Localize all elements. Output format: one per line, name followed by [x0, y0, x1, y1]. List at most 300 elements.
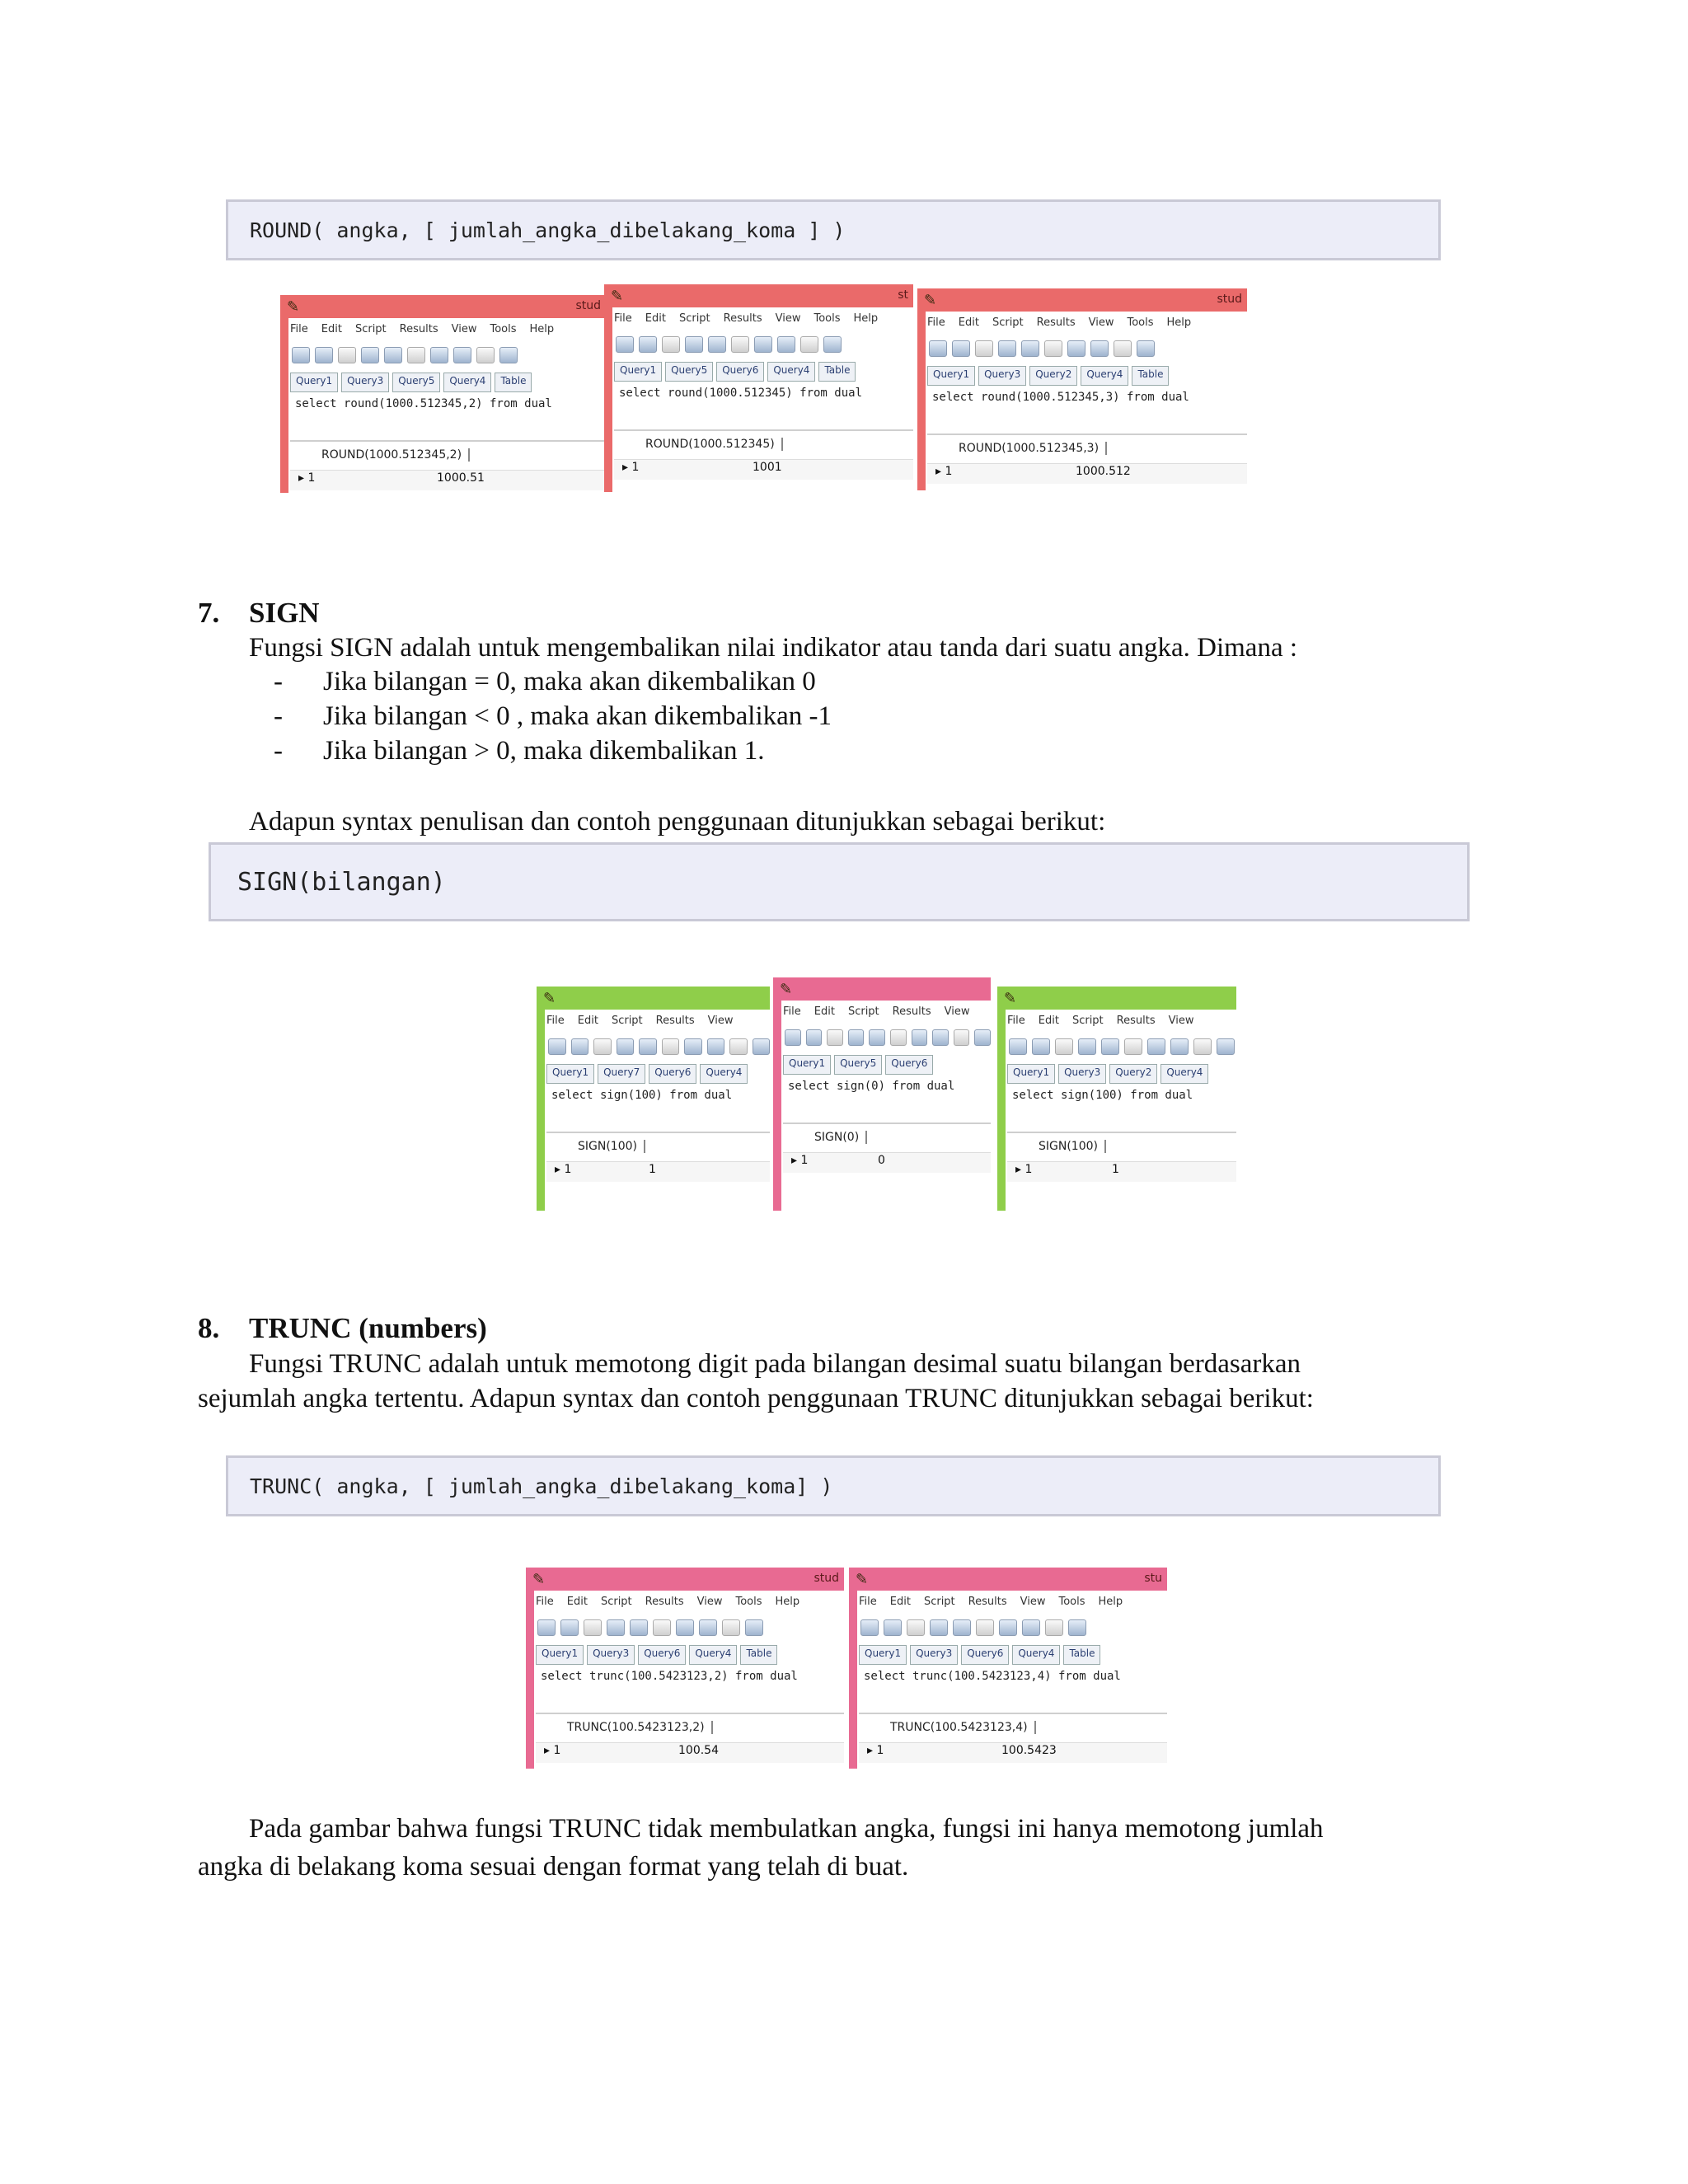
query-tab: Query5	[834, 1055, 882, 1075]
query-tab: Query2	[1029, 366, 1077, 386]
query-tab: Query4	[689, 1645, 737, 1665]
trunc-syntax-text: TRUNC( angka, [ jumlah_angka_dibelakang_koma] )	[250, 1474, 833, 1498]
toolbar	[929, 338, 1247, 359]
open-icon	[1032, 1038, 1050, 1055]
window-border	[604, 307, 612, 492]
redo-icon	[676, 1619, 694, 1636]
menu-item: Script	[600, 1596, 632, 1608]
save-all-icon	[1078, 1038, 1096, 1055]
menu-item: File	[783, 1005, 801, 1018]
sql-tool-screenshot	[604, 284, 913, 492]
menu-item: Tools	[814, 312, 841, 325]
query-tab: Query1	[546, 1064, 594, 1084]
query-tab: Query1	[859, 1645, 907, 1665]
result-column-header: ROUND(1000.512345)	[645, 438, 783, 451]
open-icon	[952, 340, 970, 357]
row-indicator: ▸ 1	[791, 1154, 809, 1167]
menu-item: View	[944, 1005, 970, 1018]
open-icon	[639, 336, 657, 353]
menu-item: Script	[354, 323, 387, 335]
query-tab: Query5	[665, 362, 713, 382]
row-indicator: ▸ 1	[298, 471, 316, 485]
menu-item: File	[1007, 1015, 1025, 1027]
redo-icon	[1147, 1038, 1165, 1055]
menu-item: Script	[847, 1005, 879, 1018]
result-value: 1000.512	[1076, 465, 1131, 478]
result-column-header: SIGN(100)	[1039, 1140, 1106, 1153]
app-icon: ✎	[611, 288, 624, 305]
toolbar	[616, 334, 913, 355]
row-number: 1	[876, 1744, 884, 1757]
window-titlebar	[997, 987, 1236, 1010]
window-titlebar	[849, 1568, 1167, 1591]
row-indicator: ▸ 1	[867, 1744, 884, 1757]
sign-bullet-3: Jika bilangan > 0, maka dikembalikan 1.	[323, 736, 765, 766]
window-title: stud	[575, 299, 601, 312]
query-tabs	[290, 373, 606, 392]
toolbar	[785, 1027, 991, 1048]
menu-item: Edit	[889, 1596, 911, 1608]
sql-query: select sign(100) from dual	[551, 1089, 733, 1102]
window-border	[849, 1591, 857, 1769]
redo-icon	[1067, 340, 1085, 357]
row-indicator: ▸ 1	[555, 1163, 572, 1176]
trunc-closing-1: Pada gambar bahwa fungsi TRUNC tidak membulatkan angka, fungsi ini hanya memotong jumlah	[249, 1814, 1324, 1844]
query-tab: Query4	[1160, 1064, 1208, 1084]
new-icon	[292, 347, 310, 363]
trunc-closing-2: angka di belakang koma sesuai dengan format yang telah di buat.	[198, 1852, 909, 1882]
toolbar	[1009, 1036, 1236, 1057]
paste-icon	[499, 347, 518, 363]
menu-item: Help	[1166, 316, 1192, 329]
row-indicator: ▸ 1	[622, 461, 640, 474]
menu-item: Edit	[566, 1596, 588, 1608]
menu-item: Results	[723, 312, 762, 325]
undo-icon	[662, 1038, 680, 1055]
query-tab: Query1	[536, 1645, 584, 1665]
cut-icon	[932, 1029, 949, 1046]
result-value: 0	[878, 1154, 885, 1167]
query-tab: Table	[740, 1645, 777, 1665]
app-icon: ✎	[780, 981, 793, 998]
toolbar	[537, 1617, 844, 1638]
paste-icon	[1068, 1619, 1086, 1636]
cut-icon	[1090, 340, 1109, 357]
cut-icon	[453, 347, 471, 363]
paste-icon	[1137, 340, 1155, 357]
toolbar	[860, 1617, 1167, 1638]
export-icon	[869, 1029, 885, 1046]
window-title: stu	[1144, 1572, 1162, 1585]
save-all-icon	[685, 336, 703, 353]
save-all-icon	[848, 1029, 865, 1046]
menu-item: File	[546, 1015, 565, 1027]
pane-divider	[1007, 1132, 1236, 1133]
undo-icon	[653, 1619, 671, 1636]
menu-item: Script	[611, 1015, 643, 1027]
menu-item: Tools	[1127, 316, 1154, 329]
cut-icon	[1022, 1619, 1040, 1636]
cut-icon	[699, 1619, 717, 1636]
row-number: 1	[307, 471, 316, 485]
query-tab: Table	[1132, 366, 1169, 386]
query-tab: Query1	[927, 366, 975, 386]
round-syntax-text: ROUND( angka, [ jumlah_angka_dibelakang_koma ] )	[250, 218, 846, 242]
open-icon	[571, 1038, 589, 1055]
sign-number: 7.	[198, 597, 220, 629]
toolbar	[548, 1036, 770, 1057]
result-value: 100.5423	[1001, 1744, 1057, 1757]
window-title: stud	[1217, 293, 1242, 306]
trunc-line-2: sejumlah angka tertentu. Adapun syntax dan contoh penggunaan TRUNC ditunjukkan sebagai berikut:	[198, 1384, 1314, 1413]
sql-query: select trunc(100.5423123,2) from dual	[541, 1670, 798, 1683]
query-tab: Query6	[961, 1645, 1009, 1665]
toolbar	[292, 344, 606, 366]
row-number: 1	[945, 465, 953, 478]
pane-divider	[783, 1122, 991, 1124]
pane-divider	[614, 429, 913, 431]
row-number: 1	[1025, 1163, 1033, 1176]
menu-item: Edit	[321, 323, 342, 335]
sign-bullet-dash-3: -	[274, 736, 283, 766]
menu-item: File	[927, 316, 945, 329]
query-tab: Query1	[1007, 1064, 1055, 1084]
menu-bar	[536, 1596, 844, 1614]
open-icon	[806, 1029, 823, 1046]
export-icon	[708, 336, 726, 353]
save-icon	[827, 1029, 843, 1046]
sql-query: select sign(0) from dual	[788, 1080, 955, 1093]
window-titlebar	[604, 284, 913, 307]
sql-query: select sign(100) from dual	[1012, 1089, 1193, 1102]
result-column-header: TRUNC(100.5423123,2)	[567, 1721, 713, 1734]
window-titlebar	[773, 977, 991, 1001]
copy-icon	[722, 1619, 740, 1636]
menu-item: Tools	[490, 323, 517, 335]
result-value: 100.54	[678, 1744, 719, 1757]
query-tab: Query3	[1058, 1064, 1106, 1084]
export-icon	[384, 347, 402, 363]
menu-bar	[546, 1015, 770, 1033]
query-tabs	[1007, 1064, 1236, 1084]
window-border	[773, 1001, 781, 1211]
query-tab: Query3	[910, 1645, 958, 1665]
result-column-header: SIGN(100)	[578, 1140, 645, 1153]
row-number: 1	[564, 1163, 572, 1176]
window-titlebar	[917, 288, 1247, 312]
save-all-icon	[607, 1619, 625, 1636]
query-tab: Query4	[767, 362, 815, 382]
result-row	[546, 1161, 770, 1182]
query-tabs	[614, 362, 913, 382]
row-indicator: ▸ 1	[1015, 1163, 1033, 1176]
row-indicator: ▸ 1	[544, 1744, 561, 1757]
query-tabs	[859, 1645, 1167, 1665]
menu-bar	[783, 1005, 991, 1024]
sign-syntax-intro: Adapun syntax penulisan dan contoh penggunaan ditunjukkan sebagai berikut:	[249, 807, 1106, 837]
window-border	[917, 312, 926, 490]
new-icon	[929, 340, 947, 357]
new-icon	[616, 336, 634, 353]
result-column-header: ROUND(1000.512345,2)	[321, 448, 470, 462]
menu-item: Script	[1071, 1015, 1104, 1027]
query-tabs	[546, 1064, 770, 1084]
sign-bullet-1: Jika bilangan = 0, maka akan dikembalikan 0	[323, 667, 816, 696]
row-indicator: ▸ 1	[935, 465, 953, 478]
save-all-icon	[617, 1038, 635, 1055]
menu-item: Results	[655, 1015, 695, 1027]
window-border	[280, 318, 288, 493]
menu-item: File	[536, 1596, 554, 1608]
window-border	[997, 1010, 1006, 1211]
export-icon	[639, 1038, 657, 1055]
new-icon	[537, 1619, 556, 1636]
save-all-icon	[361, 347, 379, 363]
export-icon	[630, 1619, 648, 1636]
sign-bullet-2: Jika bilangan < 0 , maka akan dikembalikan -1	[323, 701, 832, 731]
menu-item: Help	[529, 323, 555, 335]
query-tabs	[783, 1055, 991, 1075]
result-value: 1	[649, 1163, 656, 1176]
menu-item: View	[775, 312, 801, 325]
pane-divider	[290, 440, 606, 442]
menu-item: Results	[399, 323, 438, 335]
result-value: 1	[1112, 1163, 1119, 1176]
sql-tool-screenshot	[773, 977, 991, 1211]
export-icon	[1101, 1038, 1119, 1055]
new-icon	[548, 1038, 566, 1055]
menu-bar	[859, 1596, 1167, 1614]
new-icon	[860, 1619, 879, 1636]
menu-item: Results	[1116, 1015, 1156, 1027]
paste-icon	[974, 1029, 991, 1046]
sql-query: select round(1000.512345) from dual	[619, 387, 863, 400]
menu-item: Help	[775, 1596, 800, 1608]
menu-item: Tools	[735, 1596, 762, 1608]
app-icon: ✎	[532, 1571, 546, 1588]
trunc-heading: TRUNC (numbers)	[249, 1312, 487, 1344]
query-tab: Query4	[700, 1064, 748, 1084]
cut-icon	[1170, 1038, 1189, 1055]
query-tab: Query4	[1081, 366, 1128, 386]
sql-query: select trunc(100.5423123,4) from dual	[864, 1670, 1121, 1683]
undo-icon	[407, 347, 425, 363]
query-tab: Query6	[649, 1064, 696, 1084]
redo-icon	[430, 347, 448, 363]
window-title: stud	[814, 1572, 839, 1585]
copy-icon	[729, 1038, 748, 1055]
redo-icon	[684, 1038, 702, 1055]
query-tab: Table	[1063, 1645, 1100, 1665]
open-icon	[884, 1619, 902, 1636]
sql-query: select round(1000.512345,2) from dual	[295, 397, 552, 410]
app-icon: ✎	[1004, 990, 1017, 1007]
result-column-header: SIGN(0)	[814, 1131, 867, 1144]
query-tab: Query5	[392, 373, 440, 392]
new-icon	[1009, 1038, 1027, 1055]
export-icon	[1021, 340, 1039, 357]
app-icon: ✎	[287, 298, 300, 316]
sql-query: select round(1000.512345,3) from dual	[932, 391, 1189, 404]
query-tab: Query1	[290, 373, 338, 392]
query-tabs	[536, 1645, 844, 1665]
undo-icon	[731, 336, 749, 353]
app-icon: ✎	[856, 1571, 869, 1588]
menu-item: Results	[968, 1596, 1007, 1608]
query-tab: Query4	[1012, 1645, 1060, 1665]
menu-item: View	[1088, 316, 1114, 329]
sql-tool-screenshot	[526, 1568, 844, 1769]
save-icon	[907, 1619, 925, 1636]
menu-item: Results	[1036, 316, 1076, 329]
sign-heading: SIGN	[249, 597, 320, 629]
menu-item: Script	[678, 312, 710, 325]
menu-item: Edit	[1038, 1015, 1059, 1027]
trunc-line-1: Fungsi TRUNC adalah untuk memotong digit pada bilangan desimal suatu bilangan berdasarkan	[249, 1349, 1301, 1379]
pane-divider	[859, 1713, 1167, 1714]
redo-icon	[912, 1029, 928, 1046]
save-icon	[593, 1038, 612, 1055]
menu-item: View	[696, 1596, 723, 1608]
menu-item: View	[451, 323, 477, 335]
row-number: 1	[800, 1154, 809, 1167]
menu-item: Script	[923, 1596, 955, 1608]
menu-item: View	[1168, 1015, 1194, 1027]
sql-tool-screenshot	[280, 295, 606, 493]
row-number: 1	[553, 1744, 561, 1757]
result-value: 1000.51	[437, 471, 485, 485]
paste-icon	[1217, 1038, 1235, 1055]
copy-icon	[1114, 340, 1132, 357]
query-tab: Query3	[587, 1645, 635, 1665]
app-icon: ✎	[543, 990, 556, 1007]
menu-item: Help	[853, 312, 879, 325]
menu-item: Edit	[814, 1005, 835, 1018]
window-title: st	[898, 288, 908, 302]
menu-item: Edit	[645, 312, 666, 325]
undo-icon	[1124, 1038, 1142, 1055]
save-icon	[584, 1619, 602, 1636]
menu-item: Edit	[958, 316, 979, 329]
window-titlebar	[280, 295, 606, 318]
menu-item: Script	[992, 316, 1024, 329]
menu-bar	[1007, 1015, 1236, 1033]
sign-syntax-text: SIGN(bilangan)	[237, 867, 446, 897]
save-icon	[338, 347, 356, 363]
sign-bullet-dash-2: -	[274, 701, 283, 731]
window-titlebar	[526, 1568, 844, 1591]
row-number: 1	[631, 461, 640, 474]
sign-syntax-box	[209, 842, 1470, 921]
paste-icon	[745, 1619, 763, 1636]
result-row	[1007, 1161, 1236, 1182]
menu-item: File	[614, 312, 632, 325]
result-value: 1001	[753, 461, 782, 474]
query-tab: Query7	[598, 1064, 645, 1084]
query-tab: Query6	[638, 1645, 686, 1665]
round-syntax-box	[226, 199, 1441, 260]
export-icon	[953, 1619, 971, 1636]
query-tab: Query6	[716, 362, 764, 382]
copy-icon	[954, 1029, 970, 1046]
query-tab: Query2	[1109, 1064, 1157, 1084]
cut-icon	[707, 1038, 725, 1055]
save-icon	[1055, 1038, 1073, 1055]
query-tab: Query6	[885, 1055, 933, 1075]
query-tab: Query1	[783, 1055, 831, 1075]
save-all-icon	[998, 340, 1016, 357]
pane-divider	[546, 1132, 770, 1133]
menu-item: File	[290, 323, 308, 335]
redo-icon	[754, 336, 772, 353]
copy-icon	[1193, 1038, 1212, 1055]
app-icon: ✎	[924, 292, 937, 309]
menu-item: Help	[1098, 1596, 1123, 1608]
menu-item: File	[859, 1596, 877, 1608]
menu-item: View	[1020, 1596, 1046, 1608]
save-icon	[975, 340, 993, 357]
undo-icon	[890, 1029, 907, 1046]
undo-icon	[976, 1619, 994, 1636]
pane-divider	[927, 434, 1247, 435]
undo-icon	[1044, 340, 1062, 357]
sign-intro: Fungsi SIGN adalah untuk mengembalikan nilai indikator atau tanda dari suatu angka. Dimana :	[249, 633, 1298, 663]
query-tab: Query1	[614, 362, 662, 382]
cut-icon	[777, 336, 795, 353]
pane-divider	[536, 1713, 844, 1714]
query-tab: Query4	[443, 373, 491, 392]
menu-bar	[290, 323, 606, 341]
new-icon	[785, 1029, 801, 1046]
redo-icon	[999, 1619, 1017, 1636]
paste-icon	[753, 1038, 771, 1055]
open-icon	[315, 347, 333, 363]
menu-item: Results	[892, 1005, 931, 1018]
query-tabs	[927, 366, 1247, 386]
paste-icon	[823, 336, 842, 353]
menu-item: Results	[645, 1596, 684, 1608]
menu-item: View	[707, 1015, 734, 1027]
sql-tool-screenshot	[537, 987, 770, 1211]
save-all-icon	[930, 1619, 948, 1636]
trunc-syntax-box	[226, 1455, 1441, 1516]
window-border	[537, 1010, 545, 1211]
trunc-number: 8.	[198, 1312, 220, 1344]
sql-tool-screenshot	[917, 288, 1247, 490]
copy-icon	[476, 347, 495, 363]
result-column-header: TRUNC(100.5423123,4)	[890, 1721, 1036, 1734]
copy-icon	[1045, 1619, 1063, 1636]
save-icon	[662, 336, 680, 353]
menu-bar	[614, 312, 913, 330]
menu-item: Edit	[577, 1015, 598, 1027]
query-tab: Query3	[978, 366, 1026, 386]
window-titlebar	[537, 987, 770, 1010]
query-tab: Table	[818, 362, 856, 382]
result-column-header: ROUND(1000.512345,3)	[959, 442, 1107, 455]
query-tab: Query3	[341, 373, 389, 392]
result-row	[783, 1152, 991, 1173]
sign-bullet-dash-1: -	[274, 667, 283, 696]
window-border	[526, 1591, 534, 1769]
open-icon	[560, 1619, 579, 1636]
query-tab: Table	[495, 373, 532, 392]
sql-tool-screenshot	[849, 1568, 1167, 1769]
menu-item: Tools	[1058, 1596, 1085, 1608]
sql-tool-screenshot	[997, 987, 1236, 1211]
menu-bar	[927, 316, 1247, 335]
copy-icon	[800, 336, 818, 353]
